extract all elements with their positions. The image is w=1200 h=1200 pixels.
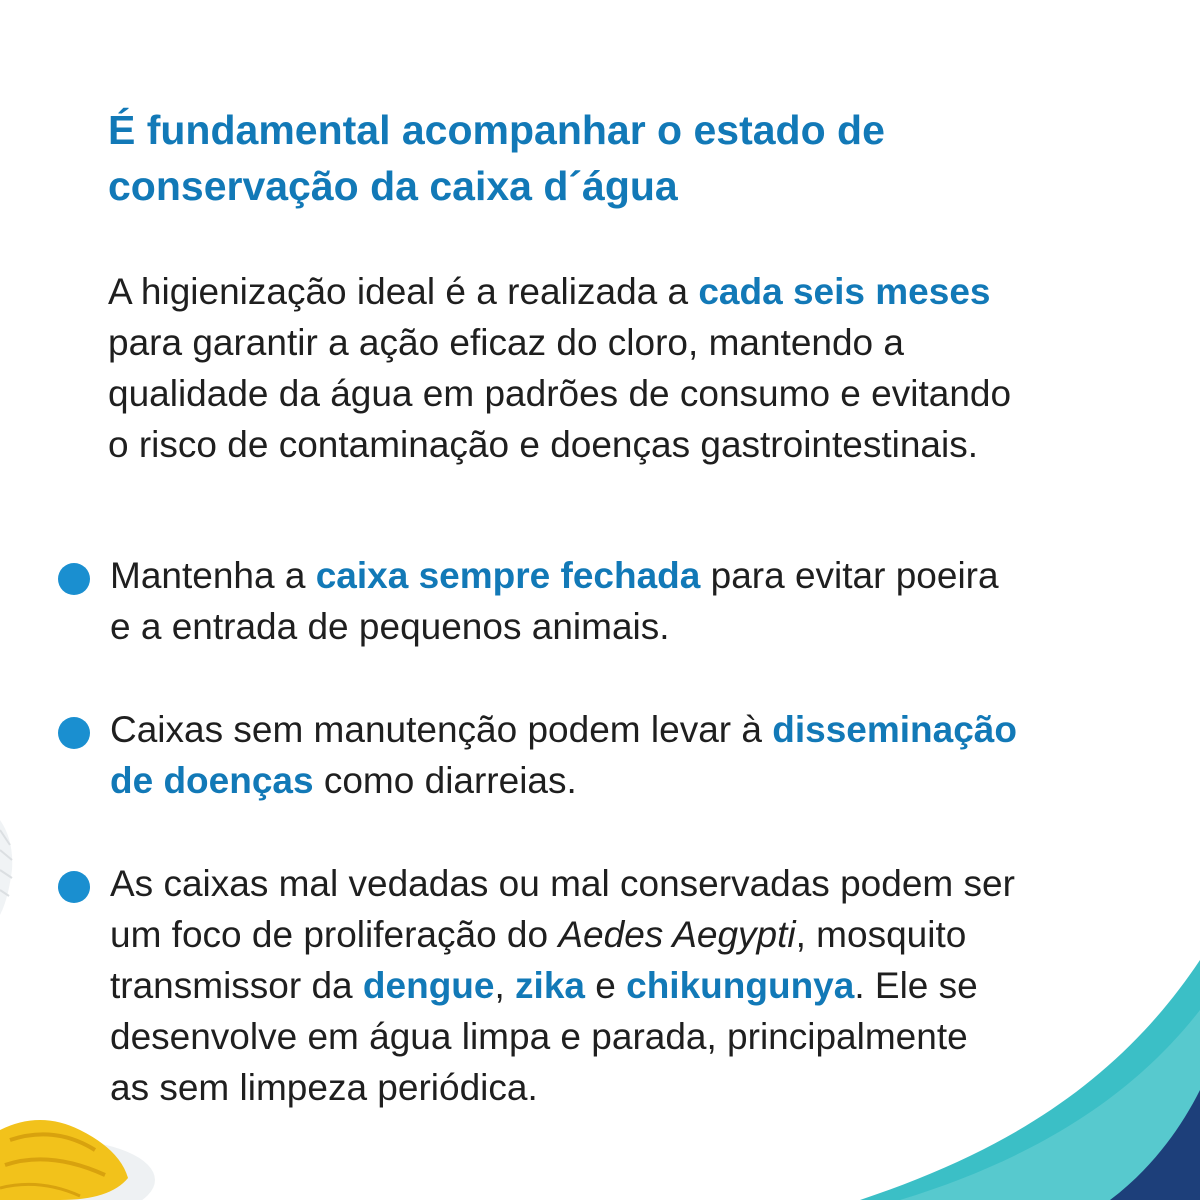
bullet-3-highlight-dengue: dengue <box>362 965 495 1006</box>
bullet-2-text-start: Caixas sem manutenção podem levar à <box>110 709 773 750</box>
intro-highlight: cada seis meses <box>698 271 991 312</box>
bullet-3-line-3-end: . Ele se <box>854 965 978 1006</box>
bullet-dot-icon <box>58 717 90 749</box>
bullet-1-highlight: caixa sempre fechada <box>315 555 701 596</box>
bullet-text <box>110 704 1150 806</box>
bullet-3-species-name: Aedes Aegypti <box>558 914 796 955</box>
bullet-2-highlight-2: de doenças <box>110 760 314 801</box>
bullet-1-text-start: Mantenha a <box>110 555 316 596</box>
bullet-3-highlight-zika: zika <box>515 965 585 1006</box>
bullet-1-text-end: para evitar poeira <box>700 555 999 596</box>
title-line-2: conservação da caixa d´água <box>108 163 678 209</box>
page-title <box>108 102 1108 214</box>
bullet-3-separator-2: e <box>584 965 627 1006</box>
bullet-text <box>110 858 1150 1113</box>
bullet-dot-icon <box>58 563 90 595</box>
intro-line-2: para garantir a ação eficaz do cloro, mantendo a <box>108 322 904 363</box>
bullet-2-highlight-1: disseminação <box>772 709 1017 750</box>
bullet-3-highlight-chikungunya: chikungunya <box>626 965 855 1006</box>
yellow-glove-icon <box>0 1120 155 1200</box>
intro-paragraph <box>108 266 1158 470</box>
brush-icon <box>0 820 12 915</box>
bullet-3-line-4: desenvolve em água limpa e parada, principalmente <box>110 1016 968 1057</box>
bullet-2-text-end: como diarreias. <box>313 760 577 801</box>
bullet-dot-icon <box>58 871 90 903</box>
bullet-1-line-2: e a entrada de pequenos animais. <box>110 606 670 647</box>
bullet-3-line-3-start: transmissor da <box>110 965 363 1006</box>
intro-line-4: o risco de contaminação e doenças gastrointestinais. <box>108 424 979 465</box>
bullet-text <box>110 550 1150 652</box>
bullet-3-line-1: As caixas mal vedadas ou mal conservadas podem ser <box>110 863 1015 904</box>
title-line-1: É fundamental acompanhar o estado de <box>108 107 885 153</box>
bullet-3-line-2-start: um foco de proliferação do <box>110 914 559 955</box>
intro-text-start: A higienização ideal é a realizada a <box>108 271 699 312</box>
bullet-3-line-2-end: , mosquito <box>795 914 967 955</box>
bullet-3-line-5: as sem limpeza periódica. <box>110 1067 538 1108</box>
intro-line-3: qualidade da água em padrões de consumo e evitando <box>108 373 1012 414</box>
bullet-3-separator-1: , <box>494 965 516 1006</box>
